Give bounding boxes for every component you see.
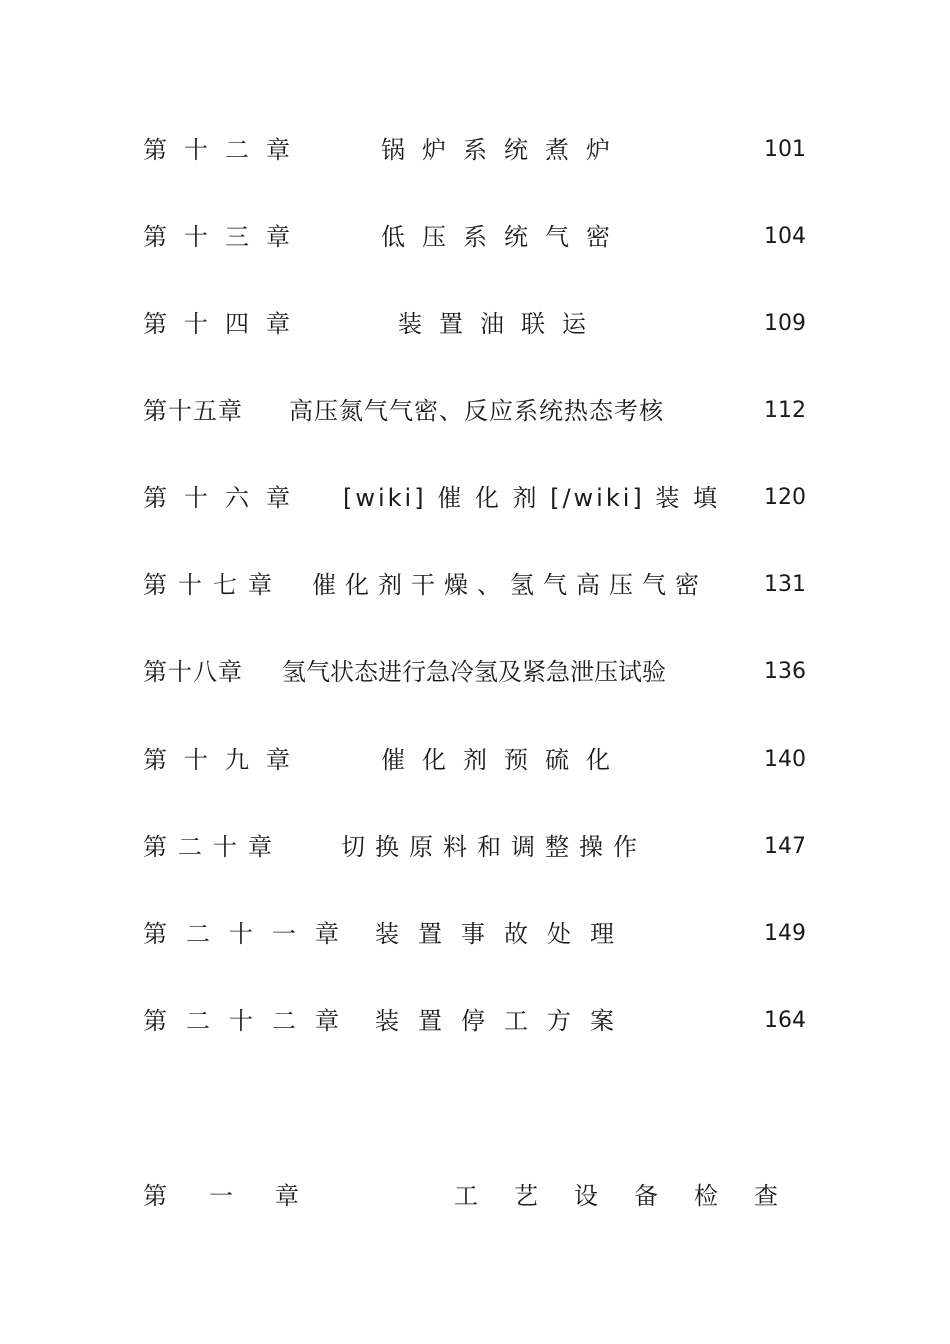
page-number: 136 (764, 659, 806, 684)
chapter-number: 第二十章 (143, 833, 283, 861)
page-number: 149 (764, 921, 806, 946)
toc-entry-22[interactable] (0, 1001, 950, 1041)
chapter-number: 第二十一章 (143, 920, 358, 948)
chapter-title: 装置停工方案 (375, 1007, 633, 1035)
page-number: 131 (764, 572, 806, 597)
toc-entry-18[interactable] (0, 652, 950, 692)
toc-entry-21[interactable] (0, 914, 950, 954)
chapter-number: 第十六章 (143, 484, 307, 512)
chapter-title: 装置油联运 (398, 310, 603, 338)
page-number: 120 (764, 485, 806, 510)
page-number: 164 (764, 1008, 806, 1033)
page-number: 140 (764, 747, 806, 772)
chapter-title: 高压氮气气密、反应系统热态考核 (289, 397, 664, 425)
chapter-title: 催化剂预硫化 (381, 746, 627, 774)
toc-entry-13[interactable] (0, 217, 950, 257)
toc-entry-15[interactable] (0, 391, 950, 431)
chapter-title: [wiki] 催 化 剂 [/wiki] 装 填 (343, 484, 721, 512)
chapter-heading-title: 工艺设备检查 (454, 1182, 814, 1210)
chapter-title: 装置事故处理 (375, 920, 633, 948)
chapter-heading-number: 第一章 (143, 1182, 341, 1210)
toc-entry-19[interactable] (0, 740, 950, 780)
chapter-title: 低压系统气密 (381, 223, 627, 251)
page-number: 101 (764, 137, 806, 162)
toc-entry-12[interactable] (0, 130, 950, 170)
page-number: 112 (764, 398, 806, 423)
chapter-title: 氢气状态进行急冷氢及紧急泄压试验 (282, 658, 666, 686)
page-number: 109 (764, 311, 806, 336)
chapter-title: 切换原料和调整操作 (341, 833, 647, 861)
chapter-number: 第十八章 (143, 658, 243, 686)
chapter-title: 催化剂干燥、氢气高压气密 (312, 571, 708, 599)
chapter-number: 第十三章 (143, 223, 307, 251)
toc-entry-17[interactable] (0, 565, 950, 605)
chapter-number: 第二十二章 (143, 1007, 358, 1035)
page-number: 147 (764, 834, 806, 859)
chapter-number: 第十九章 (143, 746, 307, 774)
toc-entry-20[interactable] (0, 827, 950, 867)
chapter-title: 锅炉系统煮炉 (381, 136, 627, 164)
toc-entry-16[interactable] (0, 478, 950, 518)
page-number: 104 (764, 224, 806, 249)
chapter-number: 第十四章 (143, 310, 307, 338)
chapter-number: 第十七章 (143, 571, 283, 599)
chapter-heading (0, 1176, 950, 1216)
chapter-number: 第十二章 (143, 136, 307, 164)
toc-entry-14[interactable] (0, 304, 950, 344)
chapter-number: 第十五章 (143, 397, 243, 425)
